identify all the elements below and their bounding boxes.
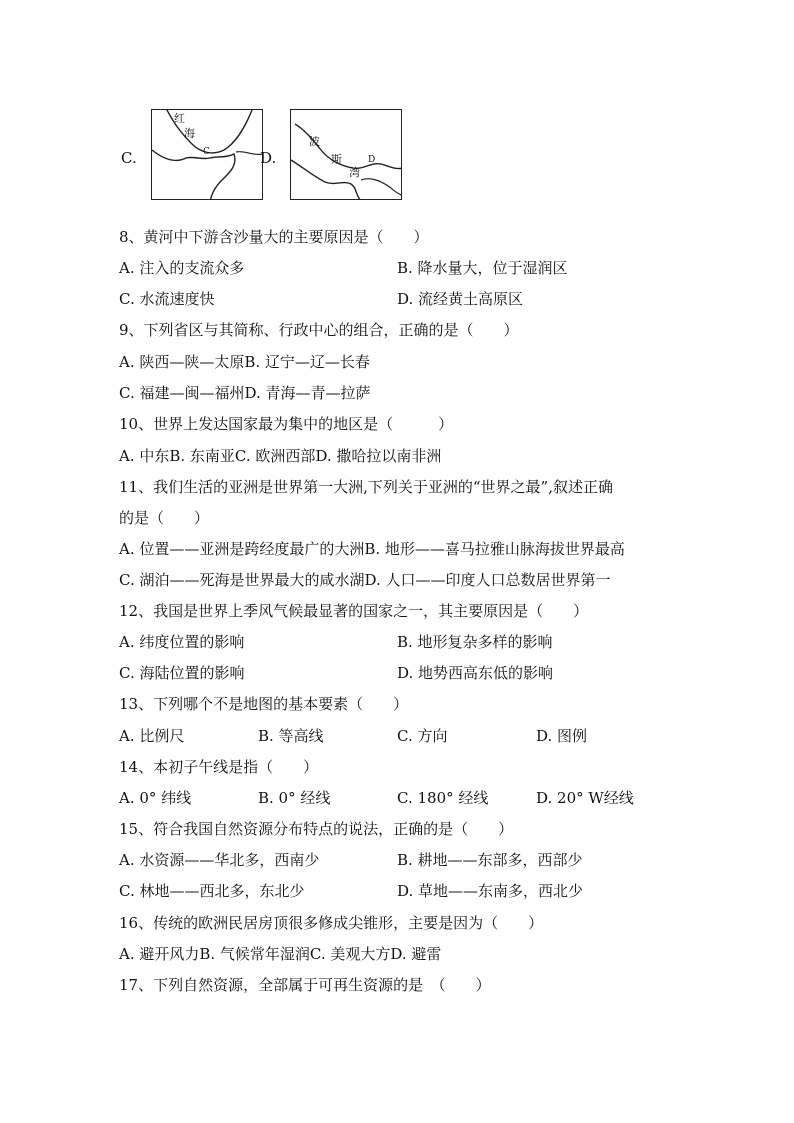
question-13-option-b: B. 等高线 <box>258 727 324 745</box>
question-14-option-a: A. 0° 纬线 <box>119 789 192 807</box>
question-17-stem: 17、下列自然资源，全部属于可再生资源的是 （ ） <box>119 976 491 994</box>
question-14-stem: 14、本初子午线是指（ ） <box>119 758 319 776</box>
question-14-option-b: B. 0° 经线 <box>258 789 331 807</box>
question-15-option-c: C. 林地——西北多，东北少 <box>119 882 305 900</box>
map-d-text-wan: 湾 <box>349 166 360 179</box>
question-10-options-line-1: A. 中东B. 东南亚C. 欧洲西部D. 撒哈拉以南非洲 <box>119 447 442 465</box>
question-11-stem-line-1: 11、我们生活的亚洲是世界第一大洲,下列关于亚洲的“世界之最”,叙述正确 <box>119 478 613 496</box>
question-9-options-line-1: A. 陕西—陕—太原B. 辽宁—辽—长春 <box>119 353 370 371</box>
question-11-options-line-2: C. 湖泊——死海是世界最大的咸水湖D. 人口——印度人口总数居世界第一 <box>119 571 611 589</box>
question-8-option-d: D. 流经黄土高原区 <box>397 290 524 308</box>
persian-gulf-map-drawing <box>291 110 401 199</box>
question-8-stem: 8、黄河中下游含沙量大的主要原因是（ ） <box>119 228 429 246</box>
map-c-marker: C <box>203 147 210 157</box>
map-d-label: D. <box>260 149 277 167</box>
question-13-option-c: C. 方向 <box>397 727 448 745</box>
map-c-label: C. <box>121 149 137 167</box>
question-9-stem: 9、下列省区与其简称、行政中心的组合，正确的是（ ） <box>119 321 519 339</box>
question-13-stem: 13、下列哪个不是地图的基本要素（ ） <box>119 695 409 713</box>
question-16-options-line-1: A. 避开风力B. 气候常年湿润C. 美观大方D. 避雷 <box>119 945 442 963</box>
map-persian-gulf <box>290 109 402 200</box>
question-15-option-a: A. 水资源——华北多，西南少 <box>119 851 320 869</box>
question-15-stem: 15、符合我国自然资源分布特点的说法，正确的是（ ） <box>119 820 514 838</box>
question-14-option-c: C. 180° 经线 <box>397 789 489 807</box>
question-14-option-d: D. 20° W经线 <box>536 789 634 807</box>
map-red-sea <box>151 109 263 200</box>
map-c-text-hai: 海 <box>184 127 195 140</box>
question-13-option-a: A. 比例尺 <box>119 727 185 745</box>
question-12-option-a: A. 纬度位置的影响 <box>119 633 245 651</box>
map-d-marker: D <box>368 155 376 165</box>
question-13-option-d: D. 图例 <box>536 727 588 745</box>
question-9-options-line-2: C. 福建—闽—福州D. 青海—青—拉萨 <box>119 384 371 402</box>
question-16-stem: 16、传统的欧洲民居房顶很多修成尖锥形，主要是因为（ ） <box>119 914 544 932</box>
question-12-option-d: D. 地势西高东低的影响 <box>397 664 554 682</box>
question-8-option-c: C. 水流速度快 <box>119 290 215 308</box>
question-8-option-b: B. 降水量大，位于湿润区 <box>397 259 568 277</box>
question-15-option-b: B. 耕地——东部多，西部少 <box>397 851 583 869</box>
map-c-text-hong: 红 <box>174 112 185 125</box>
question-11-options-line-1: A. 位置——亚洲是跨经度最广的大洲B. 地形——喜马拉雅山脉海拔世界最高 <box>119 540 625 558</box>
question-12-stem: 12、我国是世界上季风气候最显著的国家之一，其主要原因是（ ） <box>119 602 589 620</box>
question-15-option-d: D. 草地——东南多，西北少 <box>397 882 584 900</box>
question-12-option-b: B. 地形复杂多样的影响 <box>397 633 553 651</box>
question-12-option-c: C. 海陆位置的影响 <box>119 664 245 682</box>
question-10-stem: 10、世界上发达国家最为集中的地区是（ ） <box>119 415 454 433</box>
question-8-option-a: A. 注入的支流众多 <box>119 259 245 277</box>
question-11-stem-line-2: 的是（ ） <box>119 509 210 527</box>
map-d-text-si: 斯 <box>331 153 342 166</box>
map-d-text-bo: 波 <box>309 135 320 148</box>
